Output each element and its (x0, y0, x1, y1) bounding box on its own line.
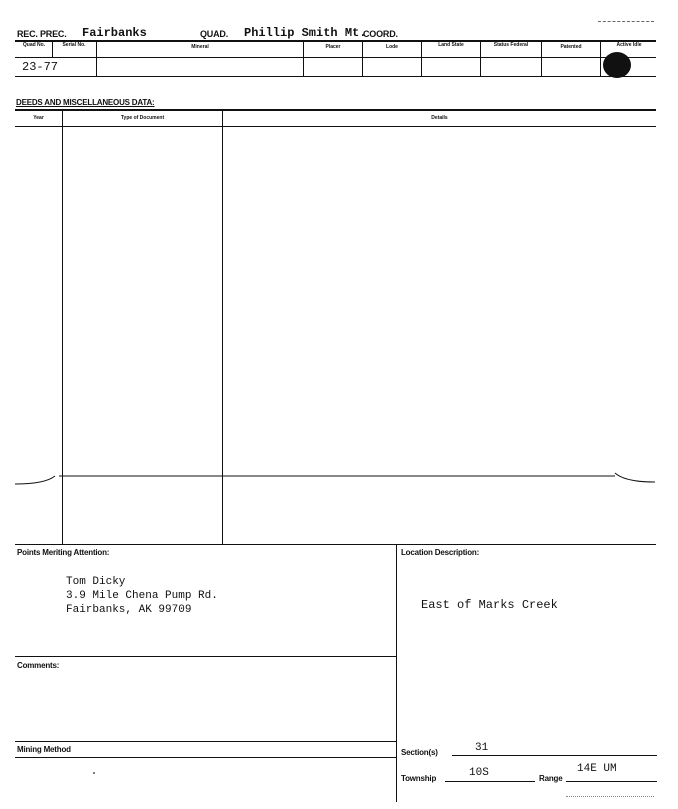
col-serial-no: Serial No. (62, 42, 86, 48)
township-value: 10S (469, 767, 489, 779)
col-active-idle: Active Idle (616, 42, 642, 48)
points-line-2: 3.9 Mile Chena Pump Rd. (66, 590, 218, 602)
col-lode: Lode (386, 44, 398, 50)
quad-value: Phillip Smith Mt. (244, 26, 367, 40)
range-underline (566, 781, 657, 782)
points-line-3: Fairbanks, AK 99709 (66, 604, 192, 616)
comments-label: Comments: (17, 661, 60, 670)
section-label: Section(s) (401, 748, 438, 757)
rec-prec-value: Fairbanks (82, 26, 147, 40)
section-underline (452, 755, 657, 756)
mining-method-under-rule (15, 757, 396, 758)
location-label: Location Description: (401, 548, 480, 557)
mining-method-label: Mining Method (17, 745, 71, 754)
mining-method-top-rule (15, 741, 396, 742)
points-label: Points Meriting Attention: (17, 548, 110, 557)
range-value: 14E UM (577, 763, 617, 775)
cell-quad-no: 23-77 (22, 60, 59, 74)
scan-mark (598, 21, 654, 22)
speck (93, 772, 95, 774)
location-value: East of Marks Creek (421, 598, 558, 612)
col-type-of-document: Type of Document (120, 115, 165, 121)
col-details: Details (431, 115, 448, 121)
col-land-state: Land State (438, 42, 464, 48)
hole-punch-icon (603, 52, 631, 78)
coord-label: COORD. (363, 29, 398, 39)
comments-top-rule (15, 656, 396, 657)
township-label: Township (401, 774, 437, 783)
col-year: Year (33, 115, 44, 121)
section-value: 31 (475, 742, 489, 754)
rec-prec-label: REC. PREC. (17, 29, 67, 39)
col-status-federal: Status Federal (493, 42, 529, 48)
col-patented: Patented (560, 44, 582, 50)
col-placer: Placer (325, 44, 341, 50)
col-quad-no: Quad No. (22, 42, 46, 48)
page-fold-line (15, 468, 658, 490)
col-mineral: Mineral (191, 44, 209, 50)
quad-label: QUAD. (200, 29, 228, 39)
points-line-1: Tom Dicky (66, 576, 126, 588)
deeds-title: DEEDS AND MISCELLANEOUS DATA: (16, 98, 155, 107)
lower-section-divider (396, 544, 397, 802)
lower-section-top-rule (15, 544, 656, 545)
form-number-mark (566, 796, 654, 797)
range-label: Range (539, 774, 563, 783)
township-underline (445, 781, 535, 782)
